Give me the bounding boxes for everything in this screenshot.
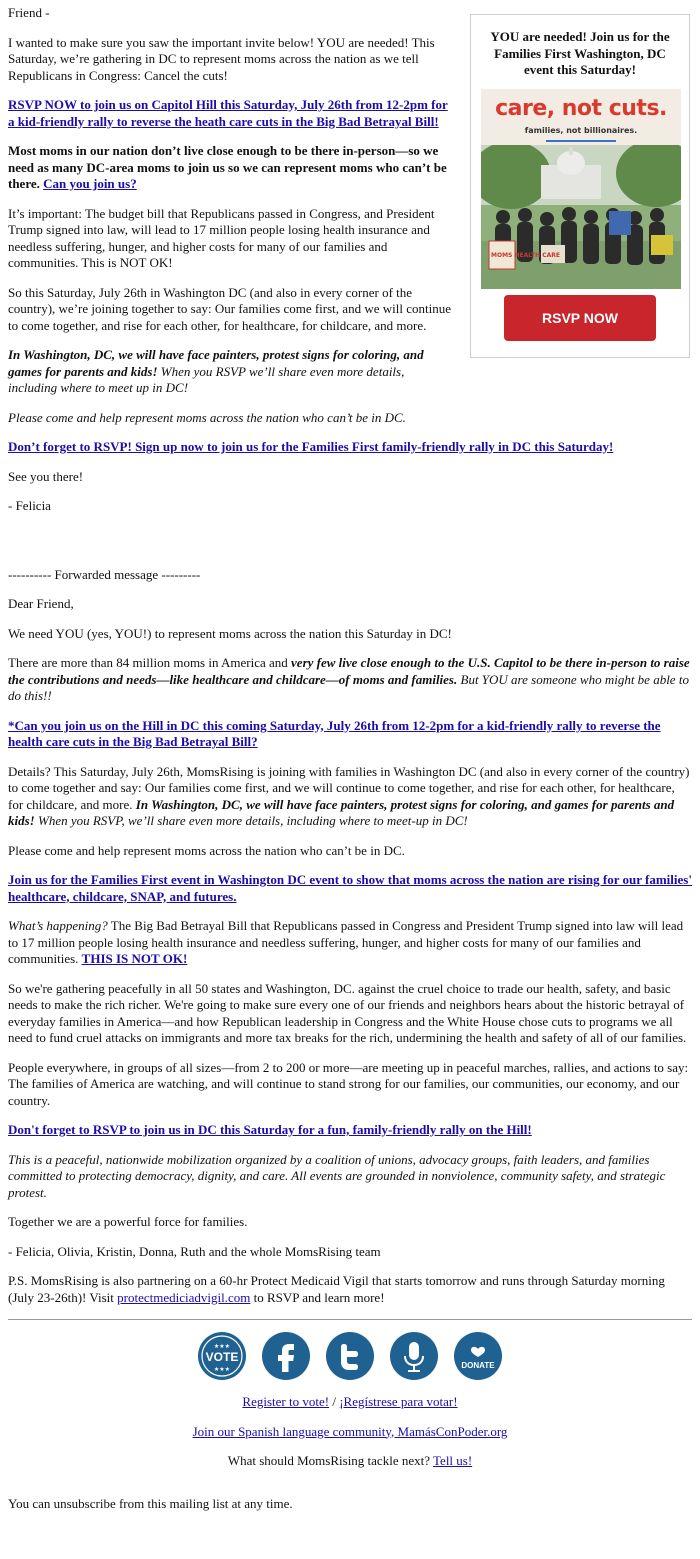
ps-text-b: to RSVP and learn more!: [250, 1289, 385, 1305]
sidebar-heading: YOU are needed! Join us for the Families First Washington, DC event this Saturday!: [490, 29, 670, 77]
crowd-photo-illustration: [481, 145, 681, 289]
whats-happening-paragraph: [8, 918, 692, 968]
million-text-b: very few live close enough to the U.S. Capitol to be there in-person to raise the contributions and needs—like healthcare and childcare—of moms and families.: [8, 655, 690, 687]
svg-text:★★★: ★★★: [213, 1343, 231, 1350]
vote-icon-label: VOTE: [205, 1350, 239, 1364]
rsvp-capitol-hill-link[interactable]: RSVP NOW to join us on Capitol Hill this Saturday, July 26th from 12-2pm for a kid-friendly rally to reverse the heath care cuts in the Big Bad Betrayal Bill!: [8, 97, 448, 129]
represent-text: Please come and help represent moms across the nation who can’t be in DC.: [8, 409, 406, 425]
people-everywhere-paragraph: People everywhere, in groups of all sizes—from 2 to 200 or more—are meeting up in peaceful marches, rallies, and actions to say: The families of America are watching, and will continue to stand strong for our families, our communities, our economy, and our country.: [8, 1059, 689, 1108]
spanish-community-link[interactable]: Join our Spanish language community, MamásConPoder.org: [192, 1423, 508, 1439]
families-first-event-link[interactable]: Join us for the Families First event in Washington DC event to show that moms across the nation are rising for our families' healthcare, childcare, SNAP, and futures.: [8, 872, 692, 904]
dc-bold-text: In Washington, DC, we will have face painters, protest signs for coloring, and games for parents and kids!: [8, 347, 424, 379]
twitter-icon[interactable]: [326, 1332, 374, 1380]
details-text-a: Details? This Saturday, July 26th, MomsRising is joining with families in Washington DC (and also in every corner of the country) to come together and say: Our families come first, and we will continue to come together, and rise for each other, for healthcare, for childcare, and more.: [8, 763, 690, 812]
need-you-paragraph: We need YOU (yes, YOU!) to represent moms across the nation this Saturday in DC!: [8, 625, 452, 641]
million-text-a: There are more than 84 million moms in America and: [8, 655, 292, 670]
promo-slogan: care, not cuts.: [495, 95, 667, 121]
protest-sign-text: MOMS HEALTH CARE: [491, 251, 561, 259]
important-paragraph: It’s important: The budget bill that Republicans passed in Congress, and President Trump signed into law, will lead to 17 million people losing health insurance and needless suffering, hunger, and higher costs for many of our families and communities. This is NOT OK!: [8, 205, 435, 270]
ps-paragraph: [8, 1273, 692, 1306]
promo-subtitle: families, not billionaires.: [524, 125, 638, 135]
can-you-join-link[interactable]: Can you join us?: [43, 176, 137, 191]
million-moms-paragraph: [8, 655, 692, 705]
dear-friend: Dear Friend,: [8, 596, 74, 611]
join-hill-link[interactable]: *Can you join us on the Hill in DC this coming Saturday, July 26th from 12-2pm for a kid-friendly rally to reverse the health care cuts in the Big Bad Betrayal Bill?: [8, 717, 661, 749]
rsvp-fun-rally-link[interactable]: Don't forget to RSVP to join us in DC this Saturday for a fun, family-friendly rally on the Hill!: [8, 1122, 532, 1137]
footer: [8, 1332, 692, 1470]
see-you-text: See you there!: [8, 468, 84, 484]
registrese-link[interactable]: ¡Regístrese para votar!: [339, 1394, 458, 1409]
intro-paragraph: I wanted to make sure you saw the important invite below! YOU are needed! This Saturday, we’re gathering in DC to represent moms across the nation as we tell Republicans in Congress: Cancel the cuts!: [8, 34, 435, 83]
team-signature: - Felicia, Olivia, Kristin, Donna, Ruth and the whole MomsRising team: [8, 1243, 381, 1259]
promo-underline: [546, 140, 616, 142]
moms-bold-text: Most moms in our nation don’t live close enough to be there in-person—so we need as many DC-area moms to join us so we can represent moms who can’t be there.: [8, 143, 447, 191]
whats-happening-text: The Big Bad Betrayal Bill that Republicans passed in Congress and President Trump signed into law will lead to 17 million people losing health insurance and needless suffering, hunger, and higher costs for many of our families and communities.: [8, 918, 684, 966]
register-line: [8, 1394, 692, 1411]
represent-paragraph: [8, 410, 692, 427]
footer-divider: [8, 1319, 692, 1320]
forwarded-message-divider: ---------- Forwarded message ---------: [8, 566, 201, 582]
details-text-b: In Washington, DC, we will have face painters, protest signs for coloring, and games for parents and kids!: [8, 796, 675, 828]
gathering-paragraph: So we're gathering peacefully in all 50 states and Washington, DC. against the cruel choice to trade our health, safety, and basic needs to make the rich richer. We're going to make sure every one of our friends and neighbors hears about the historic betrayal of everyday families in America—and how Republican leadership in Congress and the White House chose cuts to programs we all need to fund cruel attacks on immigrants and more tax breaks for the rich, undermining the health and safety of all of our families.: [8, 980, 687, 1045]
saturday-paragraph: So this Saturday, July 26th in Washington DC (and also in every corner of the country), we’re joining together to say: Our families come first, and we will continue to come together, and rise for each other, for healthcare, for childcare, and more.: [8, 284, 451, 333]
rsvp-sidebar: [470, 14, 690, 358]
peaceful-text: This is a peaceful, nationwide mobilization organized by a coalition of unions, advocacy groups, faith leaders, and families committed to protecting democracy, dignity, and care. All events are grounded in nonviolence, community safety, and strategic protest.: [8, 1151, 666, 1200]
spanish-line: [8, 1424, 692, 1441]
tackle-text: What should MomsRising tackle next?: [227, 1453, 434, 1468]
rsvp-now-button[interactable]: RSVP NOW: [504, 295, 656, 341]
podcast-microphone-icon[interactable]: [390, 1332, 438, 1380]
donate-icon[interactable]: [454, 1332, 502, 1380]
register-separator: /: [329, 1394, 340, 1409]
million-text-c: But YOU are someone who might be able to do this!!: [8, 671, 689, 703]
unsubscribe-text: You can unsubscribe from this mailing list at any time.: [8, 1495, 293, 1511]
tackle-line: [8, 1453, 692, 1470]
represent-paragraph-2: Please come and help represent moms across the nation who can’t be in DC.: [8, 842, 405, 858]
svg-text:★★★: ★★★: [213, 1366, 231, 1373]
dc-rest-text: When you RSVP we’ll share even more details, including where to meet up in DC!: [8, 363, 405, 395]
facebook-icon[interactable]: [262, 1332, 310, 1380]
greeting: Friend -: [8, 5, 50, 20]
register-to-vote-link[interactable]: Register to vote!: [242, 1394, 330, 1409]
social-icons: [8, 1332, 692, 1380]
rsvp-reminder-link[interactable]: Don’t forget to RSVP! Sign up now to join us for the Families First family-friendly rally in DC this Saturday!: [8, 439, 614, 454]
vote-icon[interactable]: [198, 1332, 246, 1380]
donate-icon-label: DONATE: [461, 1361, 495, 1370]
vigil-link[interactable]: protectmediciadvigil.com: [117, 1289, 251, 1305]
details-paragraph: [8, 764, 692, 830]
tell-us-link[interactable]: Tell us!: [433, 1453, 473, 1468]
together-paragraph: Together we are a powerful force for families.: [8, 1214, 248, 1229]
promo-image[interactable]: [481, 89, 681, 289]
signature-felicia: - Felicia: [8, 498, 51, 513]
details-text-c: When you RSVP, we’ll share even more details, including where to meet-up in DC!: [34, 813, 468, 828]
ps-text-a: P.S. MomsRising is also partnering on a 60-hr Protect Medicaid Vigil that starts tomorrow and runs through Saturday morning (July 23-26th)! Visit: [8, 1273, 665, 1305]
whats-happening-label: What’s happening?: [8, 918, 108, 933]
this-is-not-ok-link[interactable]: THIS IS NOT OK!: [81, 951, 188, 966]
peaceful-mobilization-paragraph: [8, 1152, 692, 1202]
